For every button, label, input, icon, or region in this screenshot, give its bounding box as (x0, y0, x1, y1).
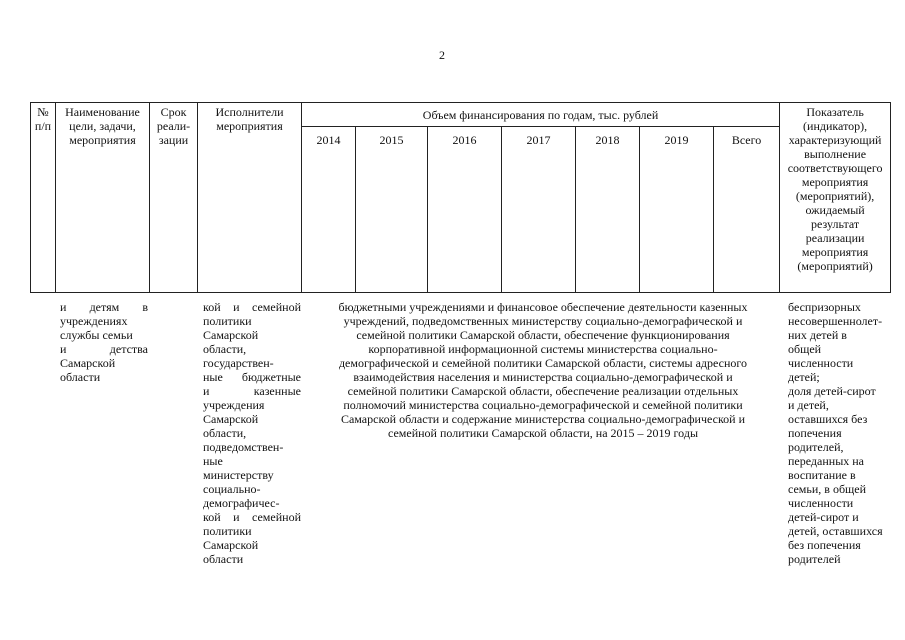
row-executor-line: министерству (203, 468, 274, 482)
row-name-line: и детства (60, 342, 148, 356)
row-indicator-cell (788, 300, 888, 566)
row-indicator-line: доля детей-сирот (788, 384, 876, 398)
row-executor-line: ные бюджетные (203, 370, 301, 384)
header-year-2016: 2016 (428, 127, 502, 293)
row-funding-description (310, 300, 776, 440)
row-indicator-line: оставшихся без (788, 412, 868, 426)
row-indicator-line: семьи, в общей (788, 482, 867, 496)
row-indicator-line: них детей в (788, 328, 847, 342)
funding-table-header (30, 102, 891, 293)
row-executor-line: государствен- (203, 356, 274, 370)
row-name-line: и детям в (60, 300, 148, 314)
row-funding-line: полномочий министерства социально-демографической и семейной политики (343, 398, 743, 412)
header-year-2014: 2014 (302, 127, 356, 293)
row-executor-line: учреждения (203, 398, 265, 412)
row-indicator-line: и детей, (788, 398, 829, 412)
header-year-2019: 2019 (640, 127, 714, 293)
row-funding-line: семейной политики Самарской области, обеспечение функционирования (356, 328, 730, 342)
row-executor-line: ные (203, 454, 223, 468)
header-funding: Объем финансирования по годам, тыс. рублей (302, 103, 780, 127)
row-indicator-line: без попечения (788, 538, 861, 552)
row-executor-line: политики (203, 524, 252, 538)
row-indicator-line: беспризорных (788, 300, 861, 314)
row-executors-cell (203, 300, 301, 566)
row-indicator-line: несовершеннолет- (788, 314, 883, 328)
header-term: Срок реали-зации (150, 103, 198, 293)
row-indicator-line: детей, оставшихся (788, 524, 883, 538)
row-funding-line: взаимодействия населения и министерства социально-демографической и (353, 370, 733, 384)
row-funding-line: семейной политики Самарской области, обеспечение реализации отдельных (347, 384, 739, 398)
row-funding-line: семейной политики Самарской области, на 2015 – 2019 годы (387, 426, 699, 440)
row-executor-line: области (203, 552, 244, 566)
row-funding-line: учреждений, подведомственных министерству социально-демографической и (343, 314, 743, 328)
row-funding-line: демографической и семейной политики Самарской области, системы адресного (338, 356, 748, 370)
row-executor-line: социально- (203, 482, 261, 496)
row-indicator-line: родителей (788, 552, 841, 566)
header-year-2018: 2018 (576, 127, 640, 293)
row-indicator-line: переданных на (788, 454, 865, 468)
row-executor-line: Самарской (203, 412, 259, 426)
row-executor-line: и казенные (203, 384, 301, 398)
row-name-line: службы семьи (60, 328, 133, 342)
row-executor-line: подведомствен- (203, 440, 284, 454)
row-executor-line: демографичес- (203, 496, 280, 510)
row-indicator-line: численности (788, 496, 854, 510)
header-indicator: Показатель (индикатор), характеризующий выполнение соответствующего мероприятия (мероприятий), ожидаемый результат реализации мероприятия (мероприятий) (780, 103, 891, 293)
row-executor-line: политики (203, 314, 252, 328)
row-name-line: Самарской (60, 356, 116, 370)
row-indicator-line: детей-сирот и (788, 510, 859, 524)
row-executor-line: кой и семейной (203, 300, 301, 314)
header-num: № п/п (31, 103, 56, 293)
row-name-cell (60, 300, 148, 384)
row-name-line: области (60, 370, 101, 384)
row-indicator-line: общей (788, 342, 822, 356)
header-executors: Исполнители мероприятия (198, 103, 302, 293)
row-funding-line: бюджетными учреждениями и финансовое обеспечение деятельности казенных (338, 300, 748, 314)
row-executor-line: области, (203, 342, 247, 356)
row-executor-line: области, (203, 426, 247, 440)
row-indicator-line: численности (788, 356, 854, 370)
row-executor-line: Самарской (203, 538, 259, 552)
row-name-line: учреждениях (60, 314, 128, 328)
row-indicator-line: детей; (788, 370, 820, 384)
row-executor-line: Самарской (203, 328, 259, 342)
row-indicator-line: родителей, (788, 440, 844, 454)
header-year-2015: 2015 (356, 127, 428, 293)
page-number: 2 (439, 48, 445, 62)
row-funding-line: корпоративной информационной системы министерства социально- (368, 342, 718, 356)
row-executor-line: кой и семейной (203, 510, 301, 524)
header-total: Всего (714, 127, 780, 293)
row-indicator-line: воспитание в (788, 468, 856, 482)
header-name: Наименование цели, задачи, мероприятия (56, 103, 150, 293)
row-funding-line: Самарской области и содержание министерства социально-демографической и (340, 412, 746, 426)
row-indicator-line: попечения (788, 426, 842, 440)
header-year-2017: 2017 (502, 127, 576, 293)
